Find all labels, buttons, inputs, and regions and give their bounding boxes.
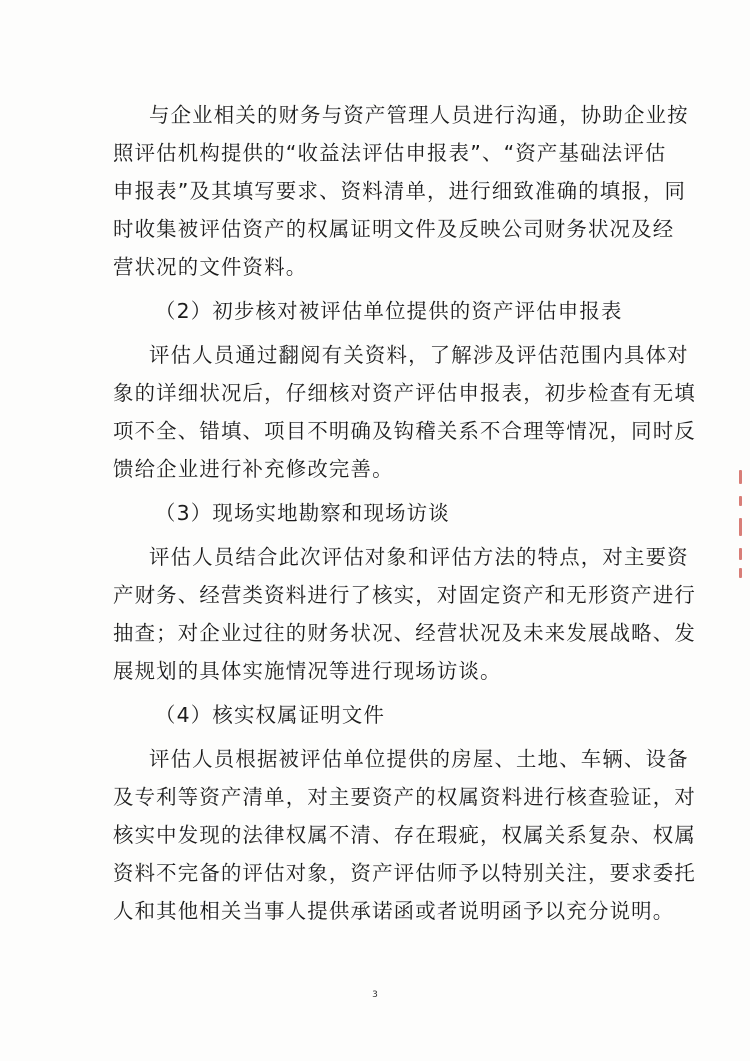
text-line: 人和其他相关当事人提供承诺函或者说明函予以充分说明。 <box>113 899 675 923</box>
text-line: 及专利等资产清单，对主要资产的权属资料进行核查验证，对 <box>113 785 696 809</box>
seal-edge-mark <box>737 470 745 580</box>
text-line: 展规划的具体实施情况等进行现场访谈。 <box>113 659 502 683</box>
text-line: 申报表”及其填写要求、资料清单，进行细致准确的填报，同 <box>113 179 687 203</box>
section-heading: （4）核实权属证明文件 <box>155 703 386 727</box>
text-line: 评估人员结合此次评估对象和评估方法的特点，对主要资 <box>149 545 689 569</box>
text-line: 照评估机构提供的“收益法评估申报表”、“资产基础法评估 <box>113 141 667 165</box>
text-line: 抽查；对企业过往的财务状况、经营状况及未来发展战略、发 <box>113 621 696 645</box>
document-body <box>113 96 696 930</box>
text-line: 产财务、经营类资料进行了核实，对固定资产和无形资产进行 <box>113 583 696 607</box>
text-line: 核实中发现的法律权属不清、存在瑕疵，权属关系复杂、权属 <box>113 823 696 847</box>
text-line: 评估人员根据被评估单位提供的房屋、土地、车辆、设备 <box>149 747 689 771</box>
text-line: 项不全、错填、项目不明确及钩稽关系不合理等情况，同时反 <box>113 419 696 443</box>
text-line: 象的详细状况后，仔细核对资产评估申报表，初步检查有无填 <box>113 381 696 405</box>
text-line: 时收集被评估资产的权属证明文件及反映公司财务状况及经 <box>113 217 675 241</box>
text-line: 营状况的文件资料。 <box>113 255 308 279</box>
page-number: 3 <box>372 990 378 1000</box>
text-line: 与企业相关的财务与资产管理人员进行沟通，协助企业按 <box>149 103 689 127</box>
text-line: 资料不完备的评估对象，资产评估师予以特别关注，要求委托 <box>113 861 696 885</box>
section-heading: （2）初步核对被评估单位提供的资产评估申报表 <box>155 299 623 323</box>
section-heading: （3）现场实地勘察和现场访谈 <box>155 501 450 525</box>
text-line: 评估人员通过翻阅有关资料，了解涉及评估范围内具体对 <box>149 343 689 367</box>
text-line: 馈给企业进行补充修改完善。 <box>113 457 394 481</box>
